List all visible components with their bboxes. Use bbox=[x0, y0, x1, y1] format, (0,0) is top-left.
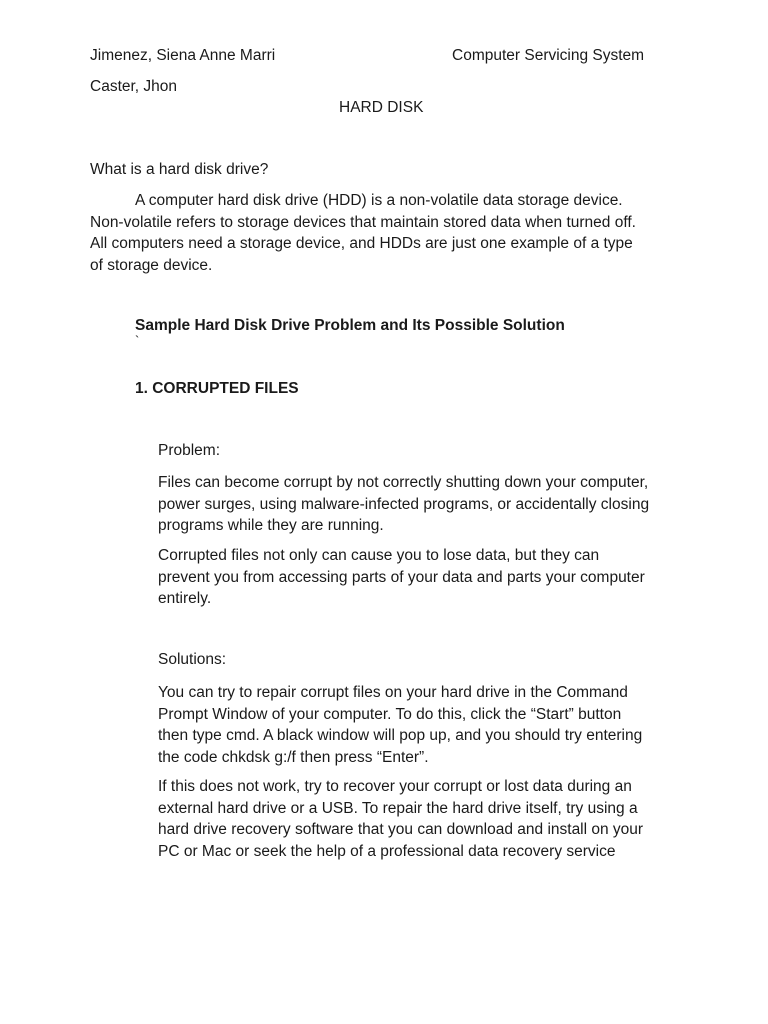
paragraph-line: prevent you from accessing parts of your data and parts your computer bbox=[158, 568, 645, 586]
problem-paragraph bbox=[158, 472, 649, 537]
paragraph-line: hard drive recovery software that you can download and install on your bbox=[158, 821, 644, 838]
section-heading: Sample Hard Disk Drive Problem and Its Possible Solution bbox=[135, 317, 565, 334]
intro-line: Non-volatile refers to storage devices that maintain stored data when turned off. bbox=[90, 213, 636, 231]
intro-question: What is a hard disk drive? bbox=[90, 161, 269, 178]
paragraph-line: external hard drive or a USB. To repair the hard drive itself, try using a bbox=[158, 799, 638, 817]
stray-mark: ` bbox=[135, 333, 140, 348]
document-title: HARD DISK bbox=[339, 99, 424, 116]
problem-paragraph bbox=[158, 545, 645, 610]
paragraph-line: entirely. bbox=[158, 590, 212, 607]
intro-line: A computer hard disk drive (HDD) is a non-volatile data storage device. bbox=[135, 192, 623, 209]
solutions-label: Solutions: bbox=[158, 651, 227, 668]
course-title: Computer Servicing System bbox=[452, 47, 645, 64]
intro-line: of storage device. bbox=[90, 256, 213, 274]
paragraph-line: PC or Mac or seek the help of a professional data recovery service bbox=[158, 842, 616, 860]
paragraph-line: power surges, using malware-infected programs, or accidentally closing bbox=[158, 495, 650, 513]
paragraph-line: then type cmd. A black window will pop up, and you should try entering bbox=[158, 727, 643, 744]
paragraph-line: Corrupted files not only can cause you to lose data, but they can bbox=[158, 547, 600, 564]
solutions-paragraph bbox=[158, 776, 643, 862]
intro-line: All computers need a storage device, and HDDs are just one example of a type bbox=[90, 235, 633, 252]
solutions-paragraph bbox=[158, 682, 642, 768]
paragraph-line: Files can become corrupt by not correctly shutting down your computer, bbox=[158, 474, 649, 491]
item-heading: 1. CORRUPTED FILES bbox=[135, 380, 299, 397]
paragraph-line: You can try to repair corrupt files on your hard drive in the Command bbox=[158, 684, 628, 701]
paragraph-line: programs while they are running. bbox=[158, 517, 384, 534]
author-name-2: Caster, Jhon bbox=[90, 78, 178, 95]
problem-label: Problem: bbox=[158, 442, 221, 459]
intro-paragraph bbox=[90, 190, 636, 276]
author-name-1: Jimenez, Siena Anne Marri bbox=[90, 47, 276, 64]
paragraph-line: If this does not work, try to recover your corrupt or lost data during an bbox=[158, 778, 632, 795]
paragraph-line: the code chkdsk g:/f then press “Enter”. bbox=[158, 748, 429, 766]
paragraph-line: Prompt Window of your computer. To do this, click the “Start” button bbox=[158, 705, 622, 723]
